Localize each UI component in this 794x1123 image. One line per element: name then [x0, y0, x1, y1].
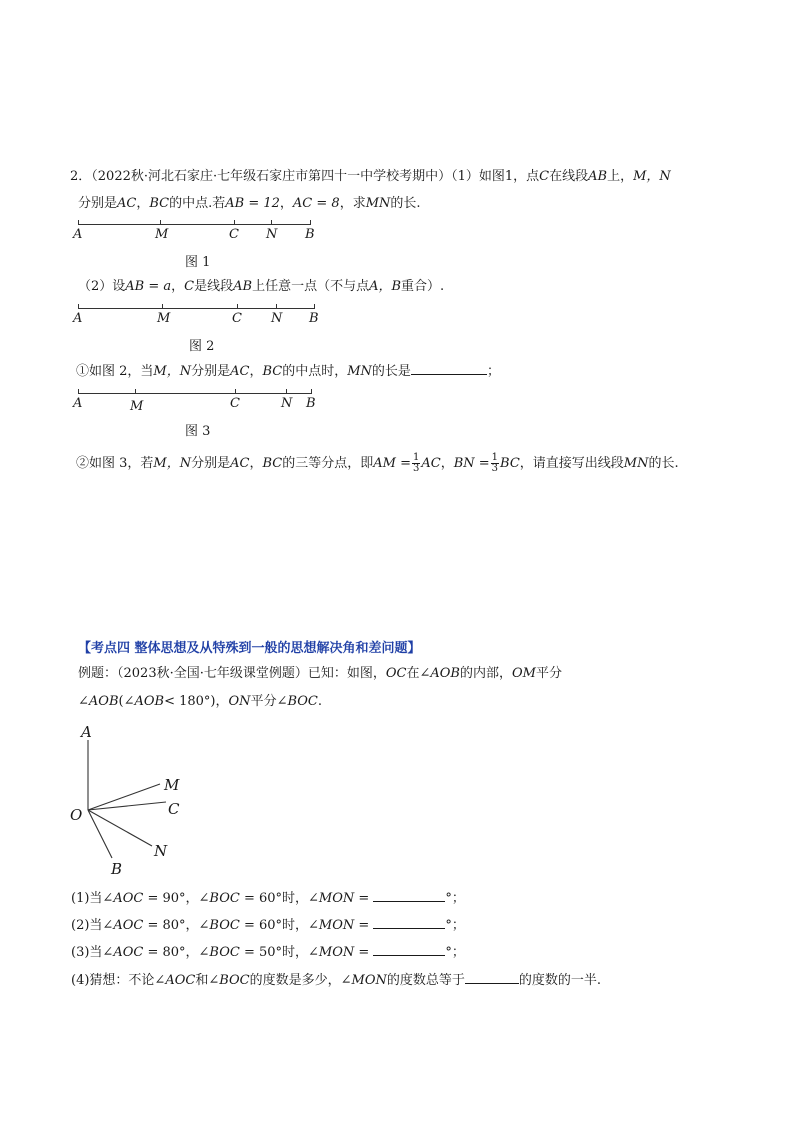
tick-a — [78, 304, 79, 309]
label-a: A — [73, 227, 83, 242]
tick-b — [311, 389, 312, 394]
label-m: M — [155, 227, 169, 242]
label-b: B — [309, 311, 319, 326]
answer-blank[interactable] — [373, 889, 445, 902]
label-a: A — [73, 396, 83, 411]
angle-label-o: O — [70, 806, 83, 824]
problem2-question2: ②如图 3，若M，N分别是AC，BC的三等分点，即AM = $\frac{1}{3}$ AC，BN = $\frac{1}{3}$ BC，请直接写出线段MN的长. — [76, 452, 679, 474]
label-c: C — [232, 311, 242, 326]
label-n: N — [281, 396, 293, 411]
label-a: A — [73, 311, 83, 326]
problem2-question1: ①如图 2，当M，N分别是AC，BC的中点时，MN的长是 ； — [76, 364, 500, 379]
label-m: M — [157, 311, 171, 326]
figure-1-caption: 图 1 — [185, 255, 211, 270]
label-c: C — [229, 227, 239, 242]
angle-question-2: (2)当∠AOC = 80°，∠BOC = 60°时，∠MON = °； — [71, 918, 465, 933]
tick-b — [314, 304, 315, 309]
tick-c — [237, 304, 238, 309]
answer-blank[interactable] — [411, 362, 487, 375]
label-m: M — [130, 399, 144, 414]
angle-question-1: (1)当∠AOC = 90°，∠BOC = 60°时，∠MON = °； — [71, 891, 465, 906]
answer-blank[interactable] — [373, 943, 445, 956]
angle-label-m: M — [164, 776, 180, 794]
angle-question-3: (3)当∠AOC = 80°，∠BOC = 50°时，∠MON = °； — [71, 945, 465, 960]
tick-n — [271, 220, 272, 225]
tick-c — [235, 389, 236, 394]
angle-label-b: B — [111, 860, 123, 878]
label-n: N — [266, 227, 278, 242]
segment-ab-fig1 — [78, 224, 311, 225]
tick-b — [310, 220, 311, 225]
label-n: N — [271, 311, 283, 326]
fraction-one-third: $\frac{1}{3}$ — [412, 452, 420, 474]
tick-n — [286, 389, 287, 394]
tick-m — [160, 220, 161, 225]
section-heading: 【考点四 整体思想及从特殊到一般的思想解决角和差问题】 — [78, 641, 421, 656]
tick-n — [276, 304, 277, 309]
problem2-part2: （2）设AB = a，C是线段AB上任意一点（不与点A，B重合）. — [78, 279, 445, 294]
label-b: B — [306, 396, 316, 411]
label-b: B — [305, 227, 315, 242]
segment-ab-fig3 — [78, 393, 312, 394]
tick-a — [78, 220, 79, 225]
segment-ab-fig2 — [78, 308, 315, 309]
figure-2-caption: 图 2 — [189, 339, 215, 354]
tick-m — [162, 304, 163, 309]
label-c: C — [230, 396, 240, 411]
example-line2: ∠AOB(∠AOB< 180°)，ON平分∠BOC. — [78, 694, 323, 709]
angle-question-4: (4)猜想：不论∠AOC和∠BOC的度数是多少，∠MON的度数总等于 的度数的一半. — [71, 973, 602, 988]
answer-blank[interactable] — [373, 916, 445, 929]
answer-blank[interactable] — [465, 971, 519, 984]
angle-label-n: N — [154, 842, 168, 860]
angle-figure — [66, 722, 206, 882]
angle-label-c: C — [168, 800, 180, 818]
tick-m — [135, 389, 136, 394]
example-line1: 例题：（2023秋·全国·七年级课堂例题）已知：如图，OC在∠AOB的内部，OM平分 — [78, 666, 562, 681]
fraction-one-third: $\frac{1}{3}$ — [491, 452, 499, 474]
figure-3-caption: 图 3 — [185, 424, 211, 439]
problem2-line2: 分别是AC，BC的中点.若AB = 12，AC = 8，求MN的长. — [78, 196, 421, 211]
tick-a — [78, 389, 79, 394]
angle-label-a: A — [81, 723, 92, 741]
problem2-line1: 2．（2022秋·河北石家庄·七年级石家庄市第四十一中学校考期中）（1）如图1，点C在线段AB上，M，N — [70, 169, 671, 184]
tick-c — [234, 220, 235, 225]
